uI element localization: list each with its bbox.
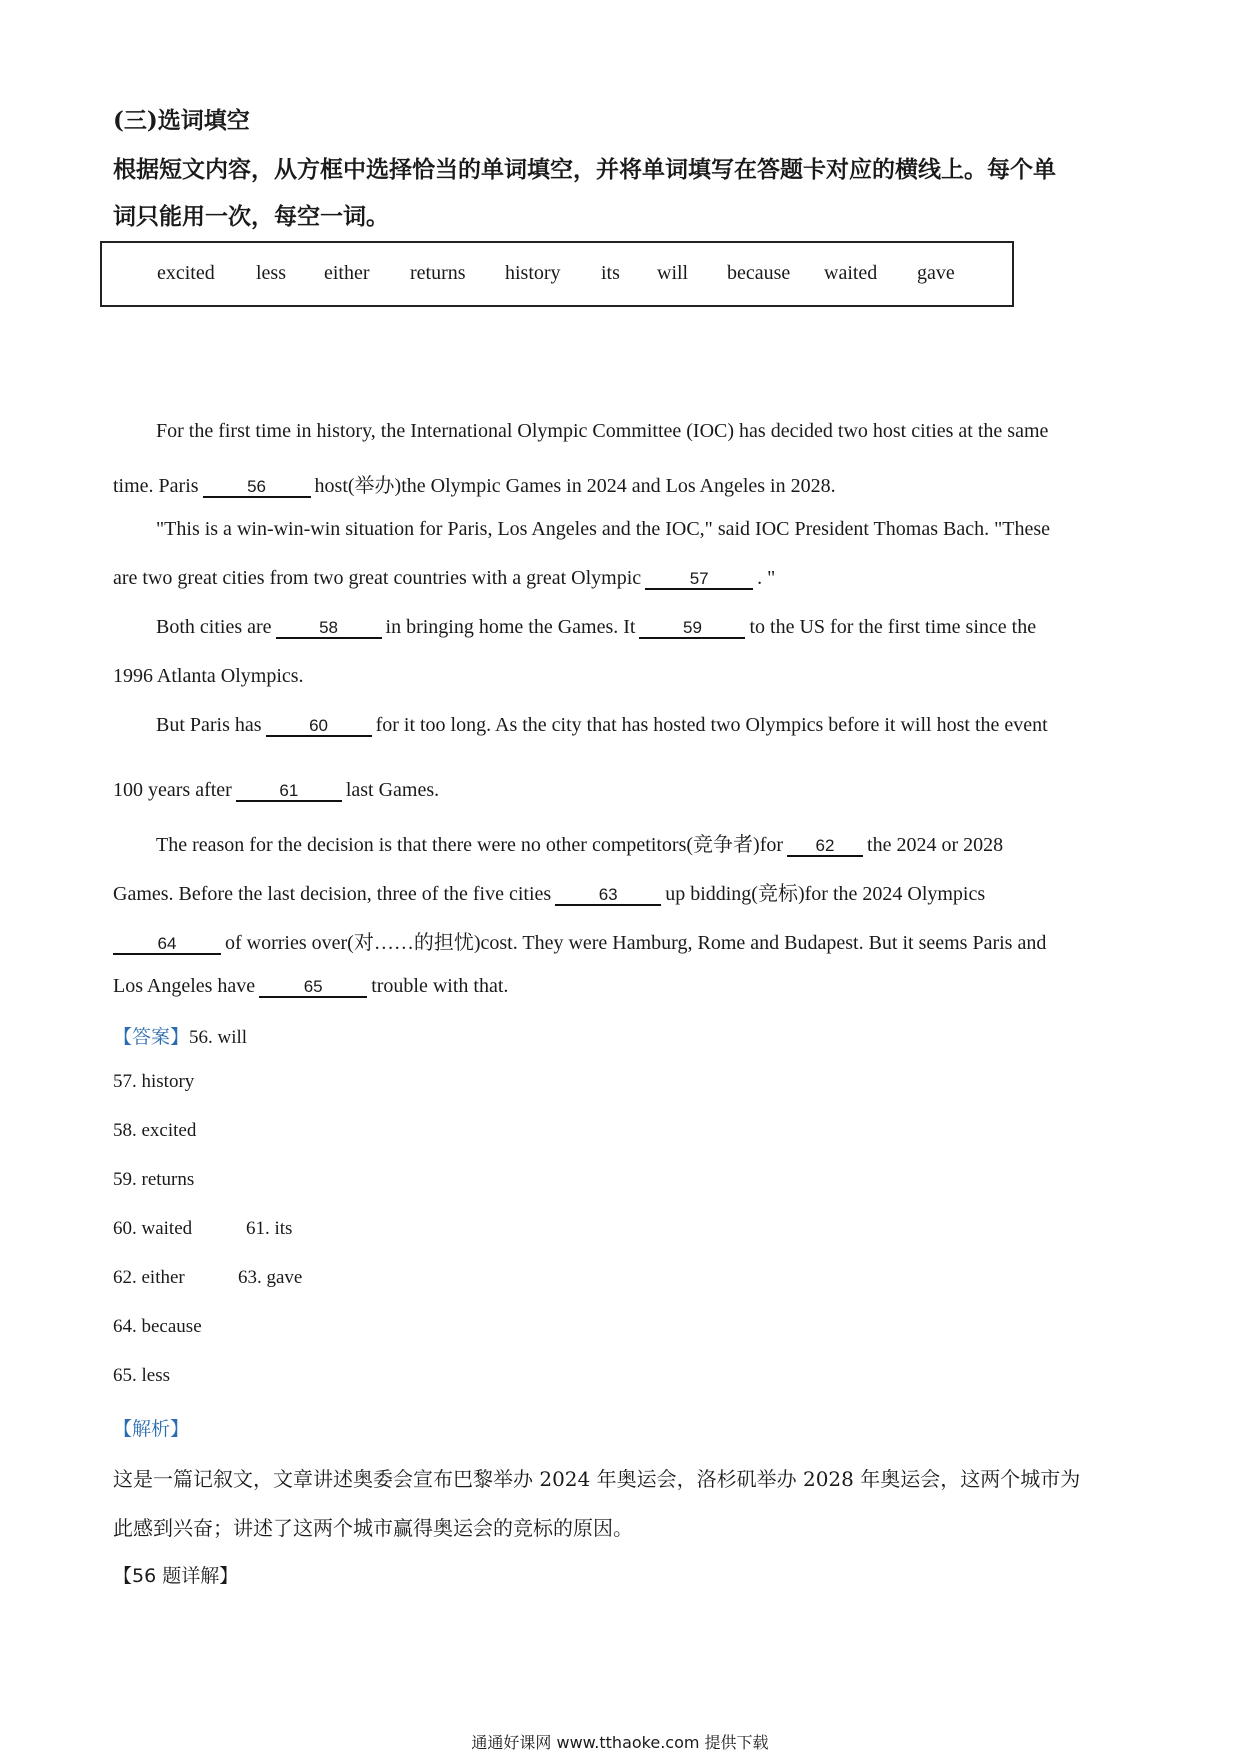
passage-text: Los Angeles have (113, 975, 256, 997)
blank-62[interactable]: 62 (787, 837, 863, 857)
passage-line (113, 469, 836, 498)
passage-text: trouble with that. (371, 975, 509, 997)
passage-text: of worries over(对……的担忧)cost. They were Hamburg, Rome and Budapest. But it seems Paris and (225, 932, 1047, 954)
passage-text: up bidding(竞标)for the 2024 Olympics (665, 883, 986, 905)
answer-63: 63. gave (238, 1267, 303, 1288)
answer-59: 59. returns (113, 1169, 195, 1190)
detail-label-56: 【56 题详解】 (113, 1565, 239, 1587)
word-option: because (727, 262, 791, 284)
blank-65[interactable]: 65 (259, 978, 367, 998)
answer-62: 62. either (113, 1267, 185, 1288)
blank-59[interactable]: 59 (639, 619, 745, 639)
footer-text: 通通好课网 www.tthaoke.com 提供下载 (471, 1733, 769, 1752)
word-option: will (657, 262, 689, 284)
passage-text: Games. Before the last decision, three of the five cities (113, 883, 552, 905)
passage-text: the 2024 or 2028 (867, 834, 1004, 856)
passage-text: host(举办)the Olympic Games in 2024 and Los Angeles in 2028. (314, 475, 836, 497)
passage-text: are two great cities from two great countries with a great Olympic (113, 567, 642, 589)
answer-65: 65. less (113, 1365, 170, 1386)
analysis-line-1: 这是一篇记叙文，文章讲述奥委会宣布巴黎举办 2024 年奥运会，洛杉矶举办 2028 年奥运会，这两个城市为 (113, 1467, 1081, 1491)
answer-60: 60. waited (113, 1218, 193, 1239)
word-option: less (256, 262, 286, 284)
passage-text: But Paris has (156, 714, 262, 736)
passage-line (156, 616, 1036, 639)
passage-line (113, 926, 1046, 955)
passage-line (156, 714, 1048, 737)
passage-text: 100 years after (113, 779, 232, 801)
passage-text: 1996 Atlanta Olympics. (113, 665, 304, 687)
word-option: returns (410, 262, 466, 284)
passage-text: to the US for the first time since the (749, 616, 1037, 638)
analysis-label: 【解析】 (113, 1418, 190, 1440)
blank-60[interactable]: 60 (266, 717, 372, 737)
blank-57[interactable]: 57 (645, 570, 753, 590)
answer-56: 56. will (189, 1027, 248, 1048)
blank-56[interactable]: 56 (203, 478, 311, 498)
passage-text: time. Paris (113, 475, 199, 497)
passage-line (156, 828, 1003, 857)
word-option: history (505, 262, 561, 284)
answer-57: 57. history (113, 1071, 195, 1092)
passage-text: in bringing home the Games. It (385, 616, 636, 638)
word-option: excited (157, 262, 215, 284)
analysis-line-2: 此感到兴奋；讲述了这两个城市赢得奥运会的竞标的原因。 (113, 1516, 633, 1540)
answer-64: 64. because (113, 1316, 202, 1337)
passage-line (113, 975, 508, 998)
passage-line (156, 518, 1050, 541)
word-option: either (324, 262, 370, 284)
instruction-line-2: 词只能用一次，每空一词。 (113, 203, 389, 230)
passage-text: For the first time in history, the International Olympic Committee (IOC) has decided two host cities at the same (156, 420, 1049, 442)
blank-58[interactable]: 58 (276, 619, 382, 639)
blank-64[interactable]: 64 (113, 935, 221, 955)
blank-63[interactable]: 63 (555, 886, 661, 906)
passage-line (156, 420, 1048, 443)
passage-text: The reason for the decision is that there were no other competitors(竞争者)for (156, 834, 784, 856)
answer-58: 58. excited (113, 1120, 197, 1141)
passage-line (113, 877, 985, 906)
passage-text: for it too long. As the city that has hosted two Olympics before it will host the event (375, 714, 1048, 736)
answer-line (113, 1022, 247, 1049)
blank-61[interactable]: 61 (236, 782, 342, 802)
passage-text: "This is a win-win-win situation for Paris, Los Angeles and the IOC," said IOC President Thomas Bach. "These (156, 518, 1050, 540)
word-option: gave (917, 262, 955, 284)
passage-text: last Games. (345, 779, 440, 801)
instruction-line-1: 根据短文内容，从方框中选择恰当的单词填空，并将单词填写在答题卡对应的横线上。每个单 (113, 156, 1056, 183)
passage-text: . " (757, 567, 776, 589)
word-option: its (601, 262, 620, 284)
answer-61: 61. its (246, 1218, 293, 1239)
passage-line (113, 779, 439, 802)
section-title: (三)选词填空 (113, 107, 250, 134)
answer-label: 【答案】 (113, 1026, 190, 1048)
passage-text: Both cities are (156, 616, 272, 638)
passage-line (113, 567, 775, 590)
passage-line (113, 665, 304, 688)
word-option: waited (824, 262, 878, 284)
